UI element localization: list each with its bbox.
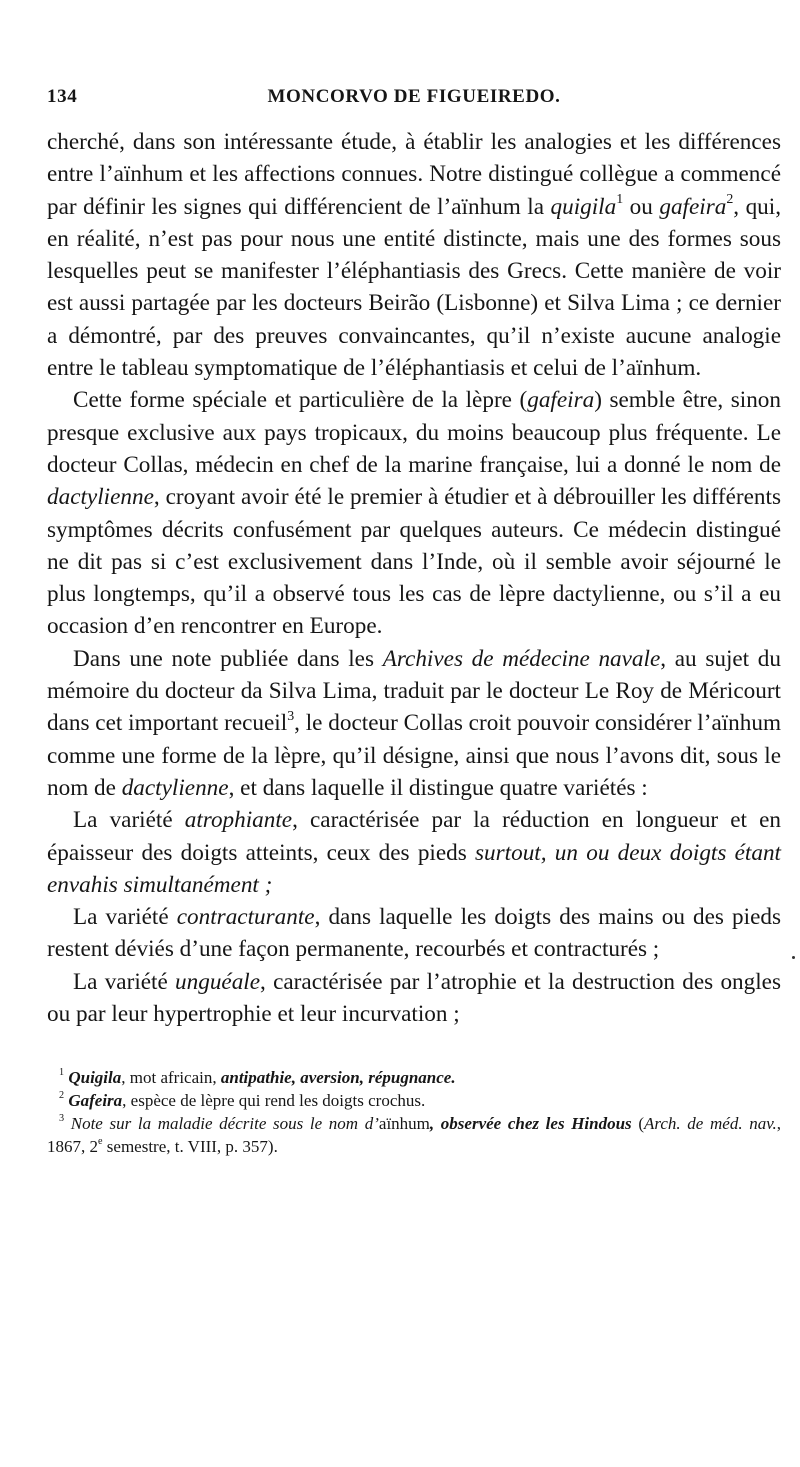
book-page: [47, 86, 781, 1158]
footnote-ref-3: 3: [287, 708, 295, 724]
running-head: [47, 86, 781, 116]
variety-ungueale: La variété unguéale, caractérisée par l’atrophie et la destruction des ongles ou par leur hypertrophie et leur incurvation ;: [47, 968, 781, 1028]
footnote-separator: [47, 1030, 781, 1066]
body-text: [47, 126, 781, 1030]
margin-dot: [792, 956, 795, 959]
footnote-ref-2: 2: [726, 191, 734, 207]
variety-atrophiante: La variété atrophiante, caractérisée par la réduction en longueur et en épaisseur des doigts atteints, ceux des pieds surtout, un ou deux doigts étant envahis simultanément ;: [47, 807, 781, 898]
paragraph-1: cherché, dans son intéressante étude, à établir les analogies et les différences entre l’aïnhum et les affections connues. Notre distingué collègue a commencé par définir les signes qui différencient de l’aïnhum la quigila$^1$ ou gafeira$^2$, qui, en réalité, n’est pas pour nous une entité distincte, mais une des formes sous lesquelles peut se manifester l’éléphantiasis des Grecs. Cette manière de voir est aussi partagée par les docteurs Beirão (Lisbonne) et Silva Lima ; ce dernier a démontré, par des preuves convaincantes, qu’il n’existe aucune analogie entre le tableau symptomatique de l’éléphantiasis et celui de l’aïnhum.: [47, 129, 781, 382]
page-number: 134: [47, 86, 78, 107]
footnote-3: $^3$ Note sur la maladie décrite sous le nom d’aïnhum, observée chez les Hindous (Arch. de méd. nav., 1867, 2e semestre, t. VIII, p. 357).: [47, 1113, 782, 1157]
paragraph-2: Cette forme spéciale et particulière de la lèpre (gafeira) semble être, sinon presque exclusive aux pays tropicaux, du moins beaucoup plus fréquente. Le docteur Collas, médecin en chef de la marine française, lui a donné le nom de dactylienne, croyant avoir été le premier à étudier et à débrouiller les différents symptômes décrits confusément par quelques auteurs. Ce médecin distingué ne dit pas si c’est exclusivement dans l’Inde, où il semble avoir séjourné le plus longtemps, qu’il a observé tous les cas de lèpre dactylienne, ou s’il a eu occasion d’en rencontrer en Europe.: [47, 387, 781, 640]
variety-contracturante: La variété contracturante, dans laquelle les doigts des mains ou des pieds restent déviés d’une façon permanente, recourbés et contracturés ;: [47, 904, 781, 963]
footnote-ref-1: 1: [616, 191, 624, 207]
running-title: MONCORVO DE FIGUEIREDO.: [267, 86, 561, 107]
footnote-1: $^1$ Quigila, mot africain, antipathie, aversion, répugnance.: [59, 1067, 456, 1088]
paragraph-3: Dans une note publiée dans les Archives de médecine navale, au sujet du mémoire du docteur da Silva Lima, traduit par le docteur Le Roy de Méricourt dans cet important recueil$^3$, le docteur Collas croit pouvoir considérer l’aïnhum comme une forme de la lèpre, qu’il désigne, ainsi que nous l’avons dit, sous le nom de dactylienne, et dans laquelle il distingue quatre variétés :: [47, 645, 781, 801]
footnotes: [47, 1066, 781, 1158]
footnote-2: $^2$ Gafeira, espèce de lèpre qui rend les doigts crochus.: [59, 1090, 426, 1111]
